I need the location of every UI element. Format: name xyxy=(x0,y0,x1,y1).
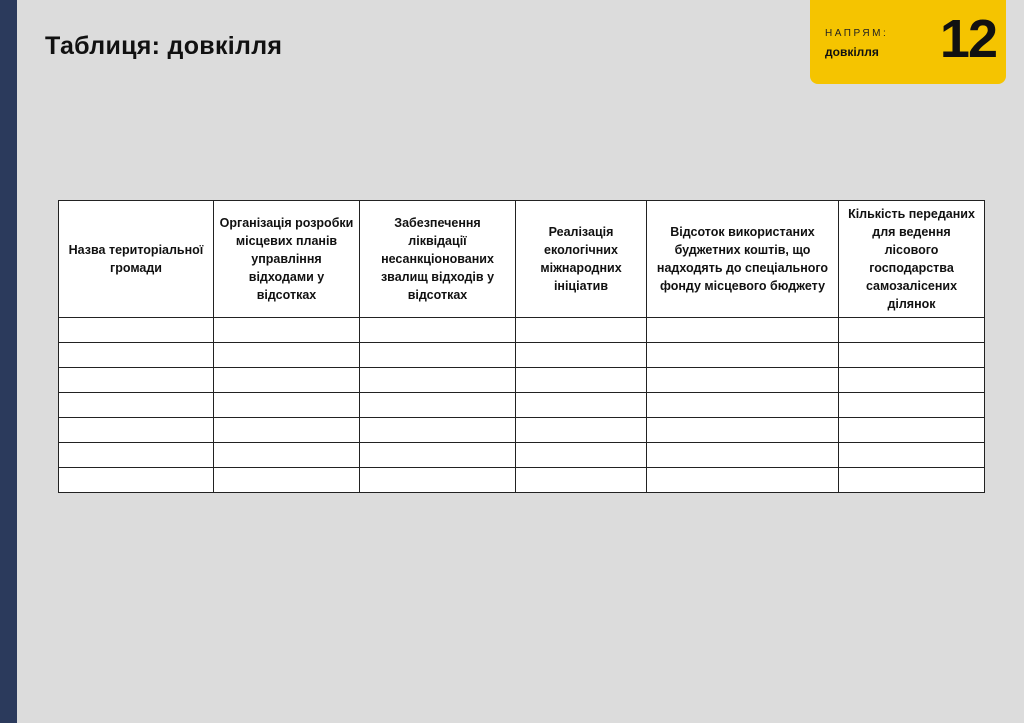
table-cell[interactable] xyxy=(647,343,839,368)
table-cell[interactable] xyxy=(839,468,985,493)
table-body xyxy=(59,318,985,493)
table-cell[interactable] xyxy=(59,368,214,393)
table-cell[interactable] xyxy=(839,318,985,343)
table-cell[interactable] xyxy=(516,468,647,493)
column-header-budget-funds: Відсоток використаних буджетних коштів, що надходять до спеціального фонду місцевого бюджету xyxy=(647,201,839,318)
table-cell[interactable] xyxy=(214,393,360,418)
table-cell[interactable] xyxy=(360,468,516,493)
table-cell[interactable] xyxy=(214,368,360,393)
table-cell[interactable] xyxy=(839,368,985,393)
badge-number: 12 xyxy=(939,9,996,69)
table-row xyxy=(59,368,985,393)
table-row xyxy=(59,468,985,493)
table-cell[interactable] xyxy=(360,343,516,368)
table-cell[interactable] xyxy=(516,318,647,343)
table-row xyxy=(59,318,985,343)
table-cell[interactable] xyxy=(516,368,647,393)
side-accent-bar xyxy=(0,0,17,723)
table-cell[interactable] xyxy=(214,443,360,468)
table-cell[interactable] xyxy=(839,343,985,368)
table-cell[interactable] xyxy=(516,393,647,418)
table-cell[interactable] xyxy=(516,418,647,443)
table-cell[interactable] xyxy=(214,343,360,368)
table-cell[interactable] xyxy=(839,443,985,468)
table-cell[interactable] xyxy=(360,368,516,393)
table-cell[interactable] xyxy=(647,368,839,393)
table-cell[interactable] xyxy=(360,443,516,468)
table-cell[interactable] xyxy=(59,443,214,468)
section-badge xyxy=(810,0,1006,84)
table-row xyxy=(59,418,985,443)
column-header-dump-liquidation: Забезпечення ліквідації несанкціонованих звалищ відходів у відсотках xyxy=(360,201,516,318)
table-cell[interactable] xyxy=(59,418,214,443)
table-cell[interactable] xyxy=(647,318,839,343)
table-cell[interactable] xyxy=(214,468,360,493)
environment-table xyxy=(58,200,985,493)
column-header-eco-initiatives: Реалізація екологічних міжнародних ініціатив xyxy=(516,201,647,318)
column-header-community: Назва територіальної громади xyxy=(59,201,214,318)
table-cell[interactable] xyxy=(516,443,647,468)
badge-value: довкілля xyxy=(825,45,879,59)
table-row xyxy=(59,443,985,468)
table-cell[interactable] xyxy=(516,343,647,368)
table-cell[interactable] xyxy=(360,418,516,443)
table-cell[interactable] xyxy=(59,318,214,343)
table-cell[interactable] xyxy=(647,393,839,418)
table-cell[interactable] xyxy=(360,393,516,418)
table-cell[interactable] xyxy=(59,393,214,418)
table-cell[interactable] xyxy=(214,418,360,443)
table-row xyxy=(59,393,985,418)
table-cell[interactable] xyxy=(214,318,360,343)
table-header-row xyxy=(59,201,985,318)
table-cell[interactable] xyxy=(647,443,839,468)
table-row xyxy=(59,343,985,368)
column-header-forest-plots: Кількість переданих для ведення лісового господарства самозалісених ділянок xyxy=(839,201,985,318)
table-cell[interactable] xyxy=(59,343,214,368)
table-cell[interactable] xyxy=(360,318,516,343)
column-header-waste-plans: Організація розробки місцевих планів управління відходами у відсотках xyxy=(214,201,360,318)
table-cell[interactable] xyxy=(839,393,985,418)
table-cell[interactable] xyxy=(647,418,839,443)
badge-caption: НАПРЯМ: xyxy=(825,28,889,39)
table-cell[interactable] xyxy=(59,468,214,493)
table-cell[interactable] xyxy=(839,418,985,443)
page-title: Таблиця: довкілля xyxy=(45,32,283,60)
table-cell[interactable] xyxy=(647,468,839,493)
